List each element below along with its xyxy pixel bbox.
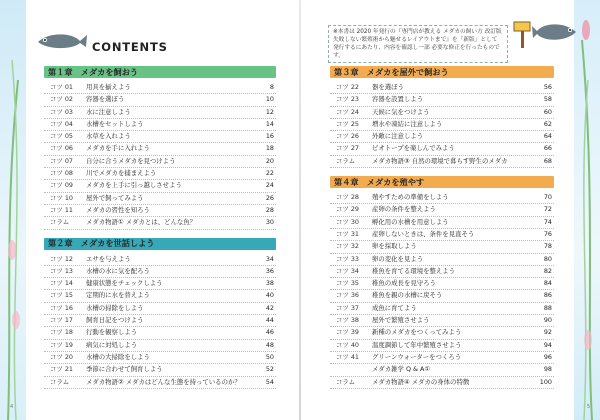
toc-page-number: 40 [265, 291, 274, 300]
toc-page-number: 54 [265, 377, 274, 386]
toc-row[interactable] [330, 119, 554, 131]
toc-row[interactable] [330, 254, 554, 266]
toc-tip-number: コラム [336, 377, 356, 386]
toc-row[interactable] [330, 377, 554, 389]
toc-page-number: 56 [543, 83, 552, 91]
toc-row[interactable] [44, 107, 276, 119]
toc-page-number: 20 [265, 156, 274, 165]
toc-row[interactable] [44, 168, 276, 180]
toc-title: 屋外で繁殖させよう [372, 316, 430, 325]
toc-page-number: 70 [543, 193, 552, 202]
toc-page-number: 84 [543, 279, 552, 288]
toc-page-number: 38 [265, 279, 274, 288]
toc-page-number: 86 [543, 291, 552, 300]
toc-tip-number: コツ 19 [50, 340, 73, 349]
toc-page-number: 60 [543, 107, 552, 116]
toc-title: 温度調節して年中繁殖させよう [372, 340, 462, 349]
toc-page-number: 10 [265, 95, 274, 104]
toc-page-number: 18 [265, 144, 274, 153]
toc-page-number: 64 [543, 132, 552, 141]
toc-title: 孵化用の水槽を用意しよう [372, 217, 449, 226]
toc-page-number: 30 [265, 218, 274, 227]
left-page-number: 4 [10, 404, 14, 410]
toc-tip-number: コツ 21 [50, 365, 73, 374]
toc-row[interactable] [330, 143, 554, 155]
toc-tip-number: コツ 02 [50, 95, 73, 104]
toc-page-number: 8 [269, 83, 274, 91]
toc-row[interactable] [44, 119, 276, 131]
chapter-1-list [44, 82, 276, 230]
toc-row[interactable] [44, 364, 276, 376]
toc-page-number: 36 [265, 266, 274, 275]
toc-title: 産卵の条件を整えよう [372, 205, 436, 214]
toc-tip-number: コツ 30 [336, 217, 359, 226]
toc-title: 健康状態をチェックしよう [86, 279, 163, 288]
toc-title: 殖やすための準備をしよう [372, 193, 449, 202]
toc-page-number: 62 [543, 119, 552, 128]
toc-title: 成魚に育てよう [372, 303, 417, 312]
toc-page-number: 14 [265, 119, 274, 128]
toc-title: 天候に気をつけよう [372, 107, 430, 116]
toc-title: 新種のメダカをつくってみよう [372, 328, 462, 337]
left-column [44, 66, 276, 389]
toc-tip-number: コツ 41 [336, 352, 359, 361]
toc-tip-number: コツ 31 [336, 229, 359, 238]
toc-title: 容器を設置しよう [372, 95, 424, 104]
toc-page-number: 16 [265, 132, 274, 141]
toc-title: メダカを上手に引っ越しさせよう [86, 181, 182, 190]
toc-row[interactable] [44, 193, 276, 205]
toc-tip-number: コツ 22 [336, 83, 359, 91]
toc-tip-number: コツ 23 [336, 95, 359, 104]
chapter-4-header: 第４章 メダカを殖やす [330, 176, 554, 188]
toc-page-number: 44 [265, 316, 274, 325]
toc-tip-number: コツ 20 [50, 352, 73, 361]
toc-title: 増水や凍結に注意しよう [372, 119, 443, 128]
toc-row[interactable] [330, 241, 554, 253]
medaka-fish-right-icon [532, 18, 578, 44]
toc-page-number: 90 [543, 316, 552, 325]
toc-row[interactable] [44, 340, 276, 352]
toc-tip-number [330, 364, 372, 375]
toc-tip-number: コツ 34 [336, 266, 359, 275]
toc-page-number: 94 [543, 340, 552, 349]
chapter-2-header: 第２章 メダカを世話しよう [44, 238, 276, 250]
toc-tip-number: コツ 35 [336, 279, 359, 288]
toc-page-number: 80 [543, 254, 552, 263]
toc-tip-number: コツ 06 [50, 144, 73, 153]
toc-title: 産卵しないときは、条件を見直そう [372, 229, 475, 238]
toc-tip-number: コラム [50, 218, 70, 227]
toc-title: 水槽の大掃除をしよう [86, 352, 150, 361]
toc-row[interactable] [44, 266, 276, 278]
toc-tip-number: コツ 39 [336, 328, 359, 337]
toc-tip-number: コツ 14 [50, 279, 73, 288]
toc-row[interactable] [330, 192, 554, 204]
toc-row[interactable] [330, 266, 554, 278]
toc-tip-number: コラム [50, 377, 70, 386]
toc-title: メダカ物語③ 自然の環境で暮らす野生のメダカ [372, 156, 508, 165]
toc-row[interactable] [330, 290, 554, 302]
toc-page-number: 12 [265, 107, 274, 116]
toc-title: 容器を選ぼう [86, 95, 125, 104]
toc-tip-number: コツ 29 [336, 205, 359, 214]
toc-page-number: 48 [265, 340, 274, 349]
toc-row[interactable] [44, 352, 276, 364]
toc-title: 飼育日記をつけよう [86, 316, 144, 325]
toc-tip-number: コツ 38 [336, 316, 359, 325]
signpost-icon [512, 16, 532, 48]
toc-title: 外敵に注意しよう [372, 132, 424, 141]
toc-page-number: 92 [543, 328, 552, 337]
toc-tip-number: コツ 16 [50, 303, 73, 312]
toc-row[interactable] [330, 303, 554, 315]
toc-row[interactable] [44, 156, 276, 168]
toc-tip-number: コツ 17 [50, 316, 73, 325]
toc-page-number: 82 [543, 266, 552, 275]
toc-title: 水槽の掃除をしよう [86, 303, 144, 312]
toc-row[interactable] [44, 327, 276, 339]
chapter-4-list [330, 192, 554, 389]
toc-title: 卵の変化を見よう [372, 254, 424, 263]
toc-row[interactable] [330, 217, 554, 229]
toc-tip-number: コツ 10 [50, 193, 73, 202]
toc-page-number: 78 [543, 242, 552, 251]
toc-row[interactable] [44, 290, 276, 302]
toc-row[interactable] [44, 315, 276, 327]
toc-tip-number: コツ 03 [50, 107, 73, 116]
toc-title: 屋外で飼ってみよう [86, 193, 144, 202]
toc-tip-number: コツ 11 [50, 205, 73, 214]
toc-title: 稚魚を育てる環境を整えよう [372, 266, 456, 275]
toc-page-number: 58 [543, 95, 552, 104]
toc-title: 用具を揃えよう [86, 83, 131, 91]
toc-tip-number: コツ 28 [336, 193, 359, 202]
toc-row[interactable] [330, 364, 554, 376]
toc-row[interactable] [44, 143, 276, 155]
toc-row[interactable] [44, 254, 276, 266]
toc-title: 川でメダカを捕まえよう [86, 169, 157, 178]
toc-title: ビオトープを楽しんでみよう [372, 144, 455, 153]
chapter-2-list [44, 254, 276, 389]
toc-row[interactable] [330, 94, 554, 106]
toc-title: 水槽の水に気を配ろう [86, 266, 150, 275]
toc-row[interactable] [44, 94, 276, 106]
toc-tip-number: コツ 18 [50, 328, 73, 337]
toc-tip-number: コツ 04 [50, 119, 73, 128]
toc-row[interactable] [44, 180, 276, 192]
toc-tip-number: コツ 01 [50, 83, 73, 91]
toc-row[interactable] [330, 327, 554, 339]
toc-row[interactable] [330, 315, 554, 327]
notice-box: ※本書は 2020 年発行の『専門店が教える メダカの飼い方 改訂版 失敗しない繁殖術から魅せるレイアウトまで』を「新版」として発行するにあたり、内容を確認し一部 必要な修正を行ったものです。 [328, 25, 508, 63]
toc-page-number: 98 [543, 365, 552, 374]
toc-title: 季節に合わせて飼育しよう [86, 365, 163, 374]
toc-tip-number: コツ 15 [50, 291, 73, 300]
toc-title: 水草を入れよう [86, 132, 131, 141]
toc-title: 器を選ぼう [372, 83, 404, 91]
toc-tip-number: コツ 13 [50, 266, 73, 275]
book-spine [299, 0, 301, 420]
reed-left-icon [2, 20, 26, 420]
right-column [330, 66, 554, 389]
toc-title: 稚魚を親の水槽に戻そう [372, 291, 443, 300]
toc-tip-number: コツ 08 [50, 169, 73, 178]
toc-page-number: 28 [265, 205, 274, 214]
contents-title: CONTENTS [92, 40, 168, 54]
toc-page-number: 46 [265, 328, 274, 337]
toc-page-number: 24 [265, 181, 274, 190]
medaka-fish-icon [36, 30, 88, 52]
toc-page-number: 34 [265, 254, 274, 263]
toc-tip-number: コツ 27 [336, 144, 359, 153]
toc-title: メダカ物語① メダカとは、どんな魚？ [86, 218, 197, 227]
toc-tip-number: コツ 25 [336, 119, 359, 128]
toc-title: メダカ雑学 Q & A① [372, 365, 431, 374]
toc-page-number: 22 [265, 169, 274, 178]
toc-row[interactable] [330, 131, 554, 143]
toc-page-number: 50 [265, 352, 274, 361]
reed-right-icon [574, 0, 598, 420]
toc-title: メダカの習性を知ろう [86, 205, 150, 214]
toc-page-number: 68 [543, 156, 552, 165]
toc-tip-number: コツ 37 [336, 303, 359, 312]
toc-row[interactable] [44, 82, 276, 94]
chapter-1-header: 第１章 メダカを飼おう [44, 66, 276, 78]
toc-tip-number: コツ 36 [336, 291, 359, 300]
toc-tip-number: コツ 09 [50, 181, 73, 190]
toc-row[interactable] [330, 107, 554, 119]
toc-title: 自分に合うメダカを見つけよう [86, 156, 176, 165]
toc-tip-number: コラム [336, 156, 356, 165]
toc-title: エサを与えよう [86, 254, 131, 263]
toc-title: メダカ物語④ メダカの身体の特徴 [372, 377, 470, 386]
toc-tip-number: コツ 33 [336, 254, 359, 263]
toc-title: 水に注意しよう [86, 107, 131, 116]
toc-tip-number: コツ 05 [50, 132, 73, 141]
toc-row[interactable] [44, 131, 276, 143]
toc-row[interactable] [330, 82, 554, 94]
toc-tip-number: コツ 07 [50, 156, 73, 165]
toc-title: 稚魚の成長を見守ろう [372, 279, 436, 288]
toc-row[interactable] [44, 377, 276, 389]
toc-tip-number: コツ 26 [336, 132, 359, 141]
toc-tip-number: コツ 32 [336, 242, 359, 251]
toc-page-number: 52 [265, 365, 274, 374]
toc-row[interactable] [330, 204, 554, 216]
toc-title: グリーンウォーターをつくろう [372, 352, 462, 361]
toc-title: メダカ物語② メダカはどんな生態を持っているのか？ [86, 377, 241, 386]
toc-row[interactable] [44, 217, 276, 229]
toc-page-number: 88 [543, 303, 552, 312]
toc-tip-number: コツ 24 [336, 107, 359, 116]
toc-page-number: 26 [265, 193, 274, 202]
toc-row[interactable] [44, 278, 276, 290]
toc-row[interactable] [330, 340, 554, 352]
toc-row[interactable] [330, 352, 554, 364]
toc-page-number: 96 [543, 352, 552, 361]
toc-row[interactable] [330, 278, 554, 290]
toc-row[interactable] [330, 229, 554, 241]
toc-page-number: 72 [543, 205, 552, 214]
toc-page-number: 74 [543, 217, 552, 226]
toc-title: 病気に対処しよう [86, 340, 138, 349]
toc-row[interactable] [44, 303, 276, 315]
toc-page-number: 66 [543, 144, 552, 153]
toc-title: メダカを手に入れよう [86, 144, 150, 153]
toc-title: 行動を観察しよう [86, 328, 138, 337]
chapter-3-header: 第３章 メダカを屋外で飼おう [330, 66, 554, 78]
toc-row[interactable] [44, 205, 276, 217]
toc-row[interactable] [330, 156, 554, 168]
toc-page-number: 76 [543, 229, 552, 238]
chapter-3-list [330, 82, 554, 168]
toc-title: 定期的に水を替えよう [86, 291, 150, 300]
toc-title: 卵を採取しよう [372, 242, 417, 251]
toc-tip-number: コツ 12 [50, 254, 73, 263]
toc-title: 水槽をセットしよう [86, 119, 144, 128]
toc-tip-number: コツ 40 [336, 340, 359, 349]
toc-page-number: 42 [265, 303, 274, 312]
right-page-number: 5 [586, 404, 590, 410]
toc-page-number: 100 [539, 377, 552, 386]
